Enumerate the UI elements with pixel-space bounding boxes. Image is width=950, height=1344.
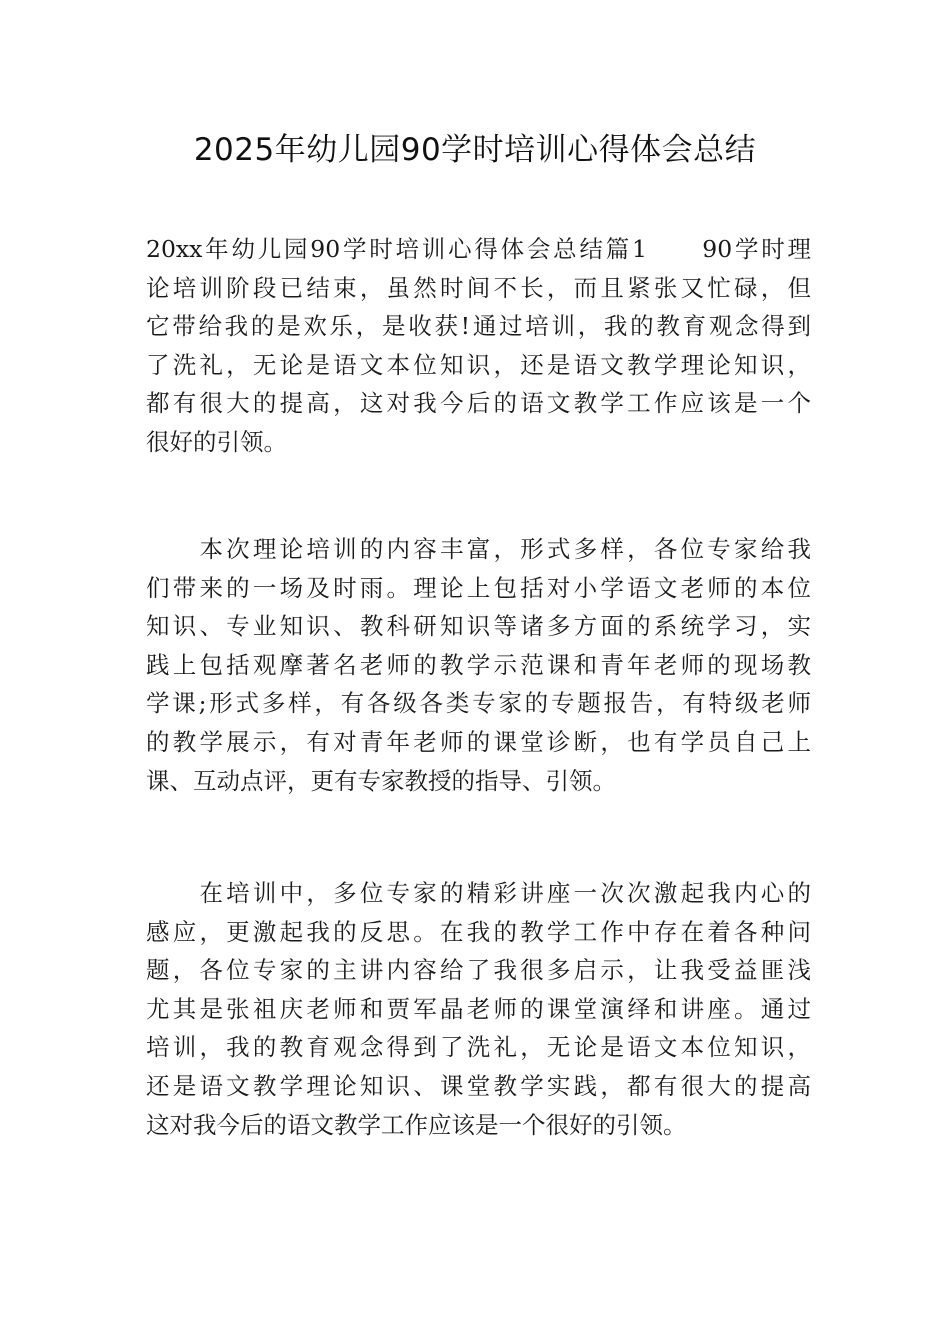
paragraph-line: 在培训中，多位专家的精彩讲座一次次激起我内心的 xyxy=(146,879,811,907)
paragraph-2 xyxy=(146,530,811,800)
paragraph-line: 学课;形式多样，有各级各类专家的专题报告，有特级老师 xyxy=(146,689,811,718)
paragraph-line: 知识、专业知识、教科研知识等诸多方面的系统学习，实 xyxy=(146,612,811,641)
paragraph-line: 们带来的一场及时雨。理论上包括对小学语文老师的本位 xyxy=(146,573,811,602)
paragraph-line: 都有很大的提高，这对我今后的语文教学工作应该是一个 xyxy=(146,389,811,418)
paragraph-1 xyxy=(146,230,811,462)
paragraph-line: 践上包括观摩著名老师的教学示范课和青年老师的现场教 xyxy=(146,650,811,679)
paragraph-line: 很好的引领。 xyxy=(146,427,287,456)
paragraph-line: 论培训阶段已结束，虽然时间不长，而且紧张又忙碌，但 xyxy=(146,273,811,302)
paragraph-line: 培训，我的教育观念得到了洗礼，无论是语文本位知识， xyxy=(146,1033,811,1062)
paragraph-line: 感应，更激起我的反思。在我的教学工作中存在着各种问 xyxy=(146,917,811,946)
paragraph-line: 课、互动点评，更有专家教授的指导、引领。 xyxy=(146,766,616,795)
paragraph-line: 这对我今后的语文教学工作应该是一个很好的引领。 xyxy=(146,1110,687,1139)
paragraph-line: 题，各位专家的主讲内容给了我很多启示，让我受益匪浅 xyxy=(146,956,811,985)
paragraph-line: 尤其是张祖庆老师和贾军晶老师的课堂演绎和讲座。通过 xyxy=(146,994,811,1023)
document-title: 2025年幼儿园90学时培训心得体会总结 xyxy=(193,132,757,168)
paragraph-line: 的教学展示，有对青年老师的课堂诊断，也有学员自己上 xyxy=(146,727,811,756)
paragraph-line: 它带给我的是欢乐，是收获!通过培训，我的教育观念得到 xyxy=(146,312,811,341)
paragraph-line: 本次理论培训的内容丰富，形式多样，各位专家给我 xyxy=(146,535,811,563)
paragraph-line: 20xx年幼儿园90学时培训心得体会总结篇1 90学时理 xyxy=(146,235,811,263)
paragraph-line: 了洗礼，无论是语文本位知识，还是语文教学理论知识， xyxy=(146,350,811,379)
paragraph-3 xyxy=(146,874,811,1144)
paragraph-line: 还是语文教学理论知识、课堂教学实践，都有很大的提高 xyxy=(146,1071,811,1100)
